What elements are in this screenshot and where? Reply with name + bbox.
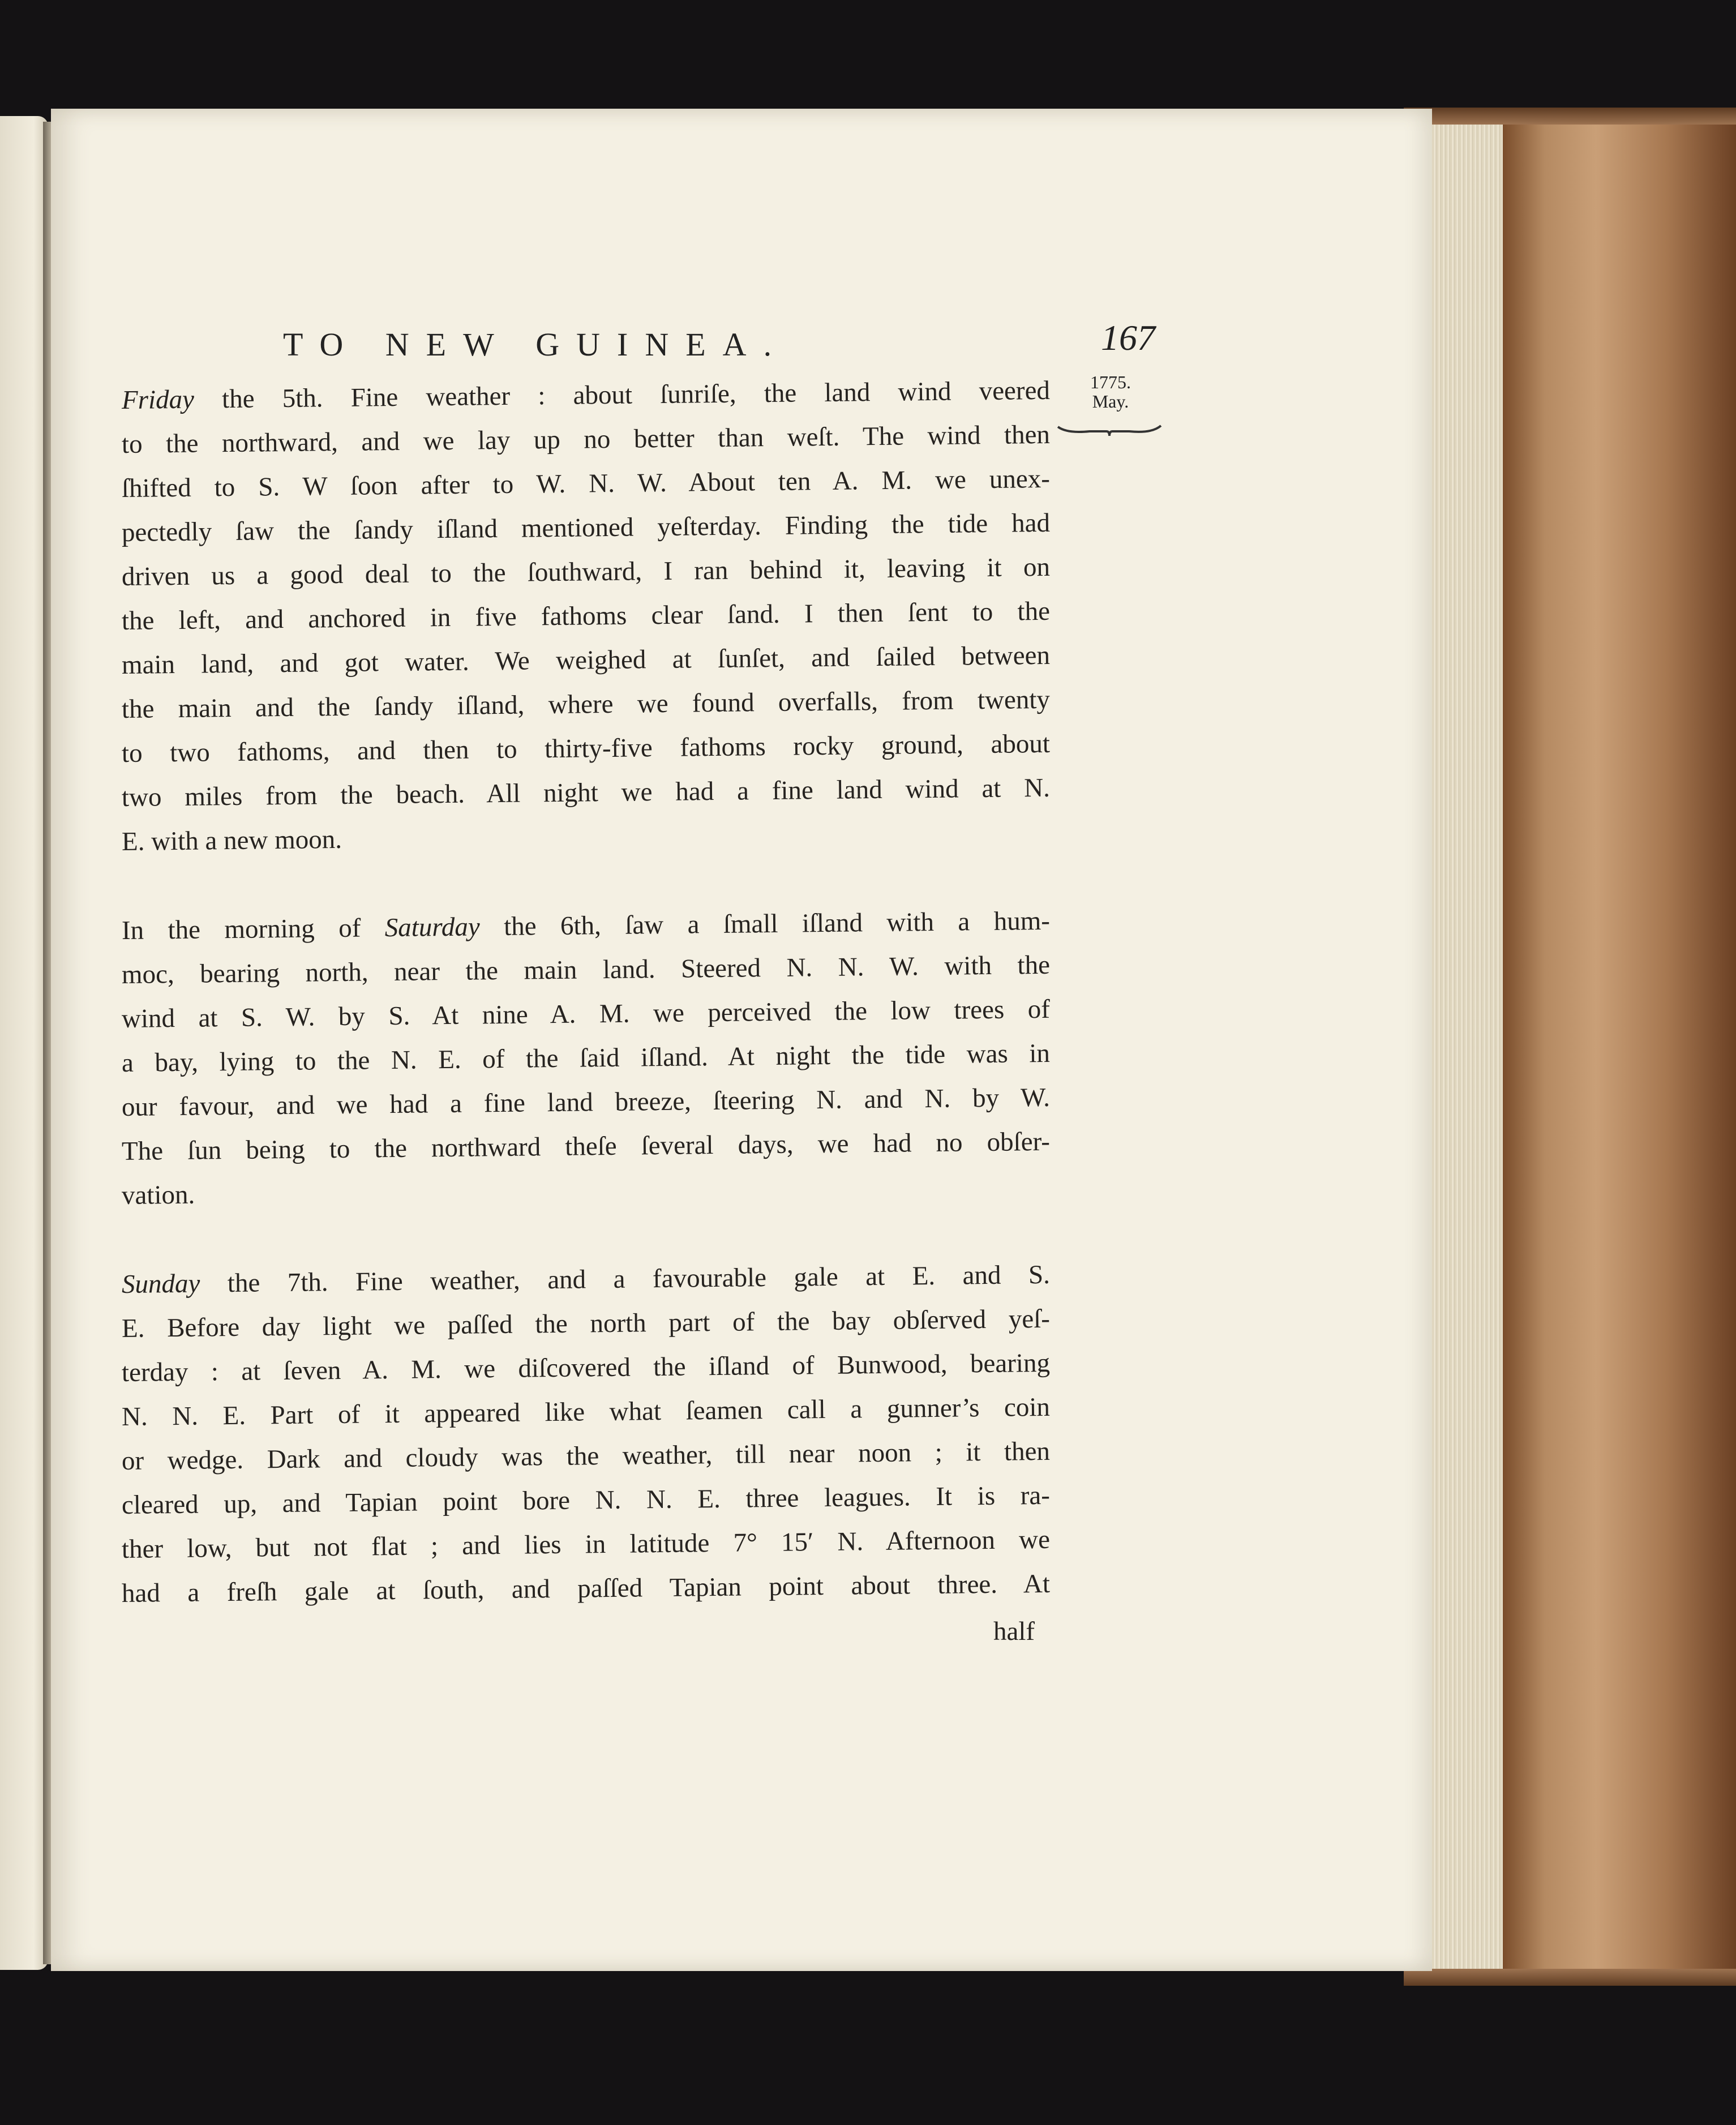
leather-binding [1503,122,1736,1973]
margin-note-month: May. [1092,391,1129,412]
text-line: cleared up, and Tapian point bore N. N. E. three leagues. It is ra- [121,1480,1051,1520]
paragraph-sunday [121,1259,1051,1616]
text-line: E. Before day light we paſſed the north part of the bay obſerved yeſ- [121,1304,1051,1343]
margin-note-year: 1775. [1090,372,1131,392]
page-number: 167 [1101,318,1155,358]
page-edges-stack [1429,113,1507,1976]
text-line: vation. [121,1180,195,1210]
text-line: E. with a new moon. [121,824,342,856]
text-line: to the northward, and we lay up no better than weſt. The wind then [121,419,1051,459]
text-line: Friday the 5th. Fine weather : about ſunriſe, the land wind veered [121,375,1051,415]
text-line: ſhifted to S. W ſoon after to W. N. W. About ten A. M. we unex- [121,464,1051,503]
margin-brace-icon [1056,423,1163,437]
text-line: The ſun being to the northward theſe ſeveral days, we had no obſer- [121,1126,1051,1166]
text-line: had a freſh gale at ſouth, and paſſed Tapian point about three. At [121,1569,1051,1608]
text-line: or wedge. Dark and cloudy was the weather, till near noon ; it then [121,1436,1051,1476]
text-line: our favour, and we had a fine land breeze, ſteering N. and N. by W. [121,1082,1051,1122]
text-line: to two fathoms, and then to thirty-five fathoms rocky ground, about [121,729,1051,768]
text-line: ther low, but not flat ; and lies in latitude 7° 15′ N. Afternoon we [121,1524,1051,1564]
previous-page-edge [0,116,48,1970]
text-line: Sunday the 7th. Fine weather, and a favourable gale at E. and S. [121,1259,1051,1299]
text-line: wind at S. W. by S. At nine A. M. we perceived the low trees of [121,994,1051,1034]
margin-note [1085,372,1136,411]
text-line: moc, bearing north, near the main land. Steered N. N. W. with the [121,950,1051,989]
text-line: a bay, lying to the N. E. of the ſaid iſland. At night the tide was in [121,1038,1051,1078]
text-line: driven us a good deal to the ſouthward, I ran behind it, leaving it on [121,552,1051,592]
running-head-title: TO NEW GUINEA. [283,326,789,363]
text-line: terday : at ſeven A. M. we diſcovered the iſland of Bunwood, bearing [121,1348,1051,1387]
catchword: half [993,1617,1035,1646]
binding-bottom-edge [1404,1969,1736,1986]
paragraph-friday [121,375,1051,864]
text-line: main land, and got water. We weighed at ſunſet, and ſailed between [121,640,1051,680]
text-line: two miles from the beach. All night we had a fine land wind at N. [121,773,1051,812]
text-line: the left, and anchored in five fathoms clear ſand. I then ſent to the [121,596,1051,636]
binding-top-edge [1404,108,1736,125]
text-line: pectedly ſaw the ſandy iſland mentioned yeſterday. Finding the tide had [121,508,1051,547]
text-line: the main and the ſandy iſland, where we found overfalls, from twenty [121,684,1051,724]
paragraph-saturday [121,906,1051,1218]
text-line: N. N. E. Part of it appeared like what ſeamen call a gunner’s coin [121,1392,1051,1432]
text-line: In the morning of Saturday the 6th, ſaw a ſmall iſland with a hum- [121,906,1051,945]
